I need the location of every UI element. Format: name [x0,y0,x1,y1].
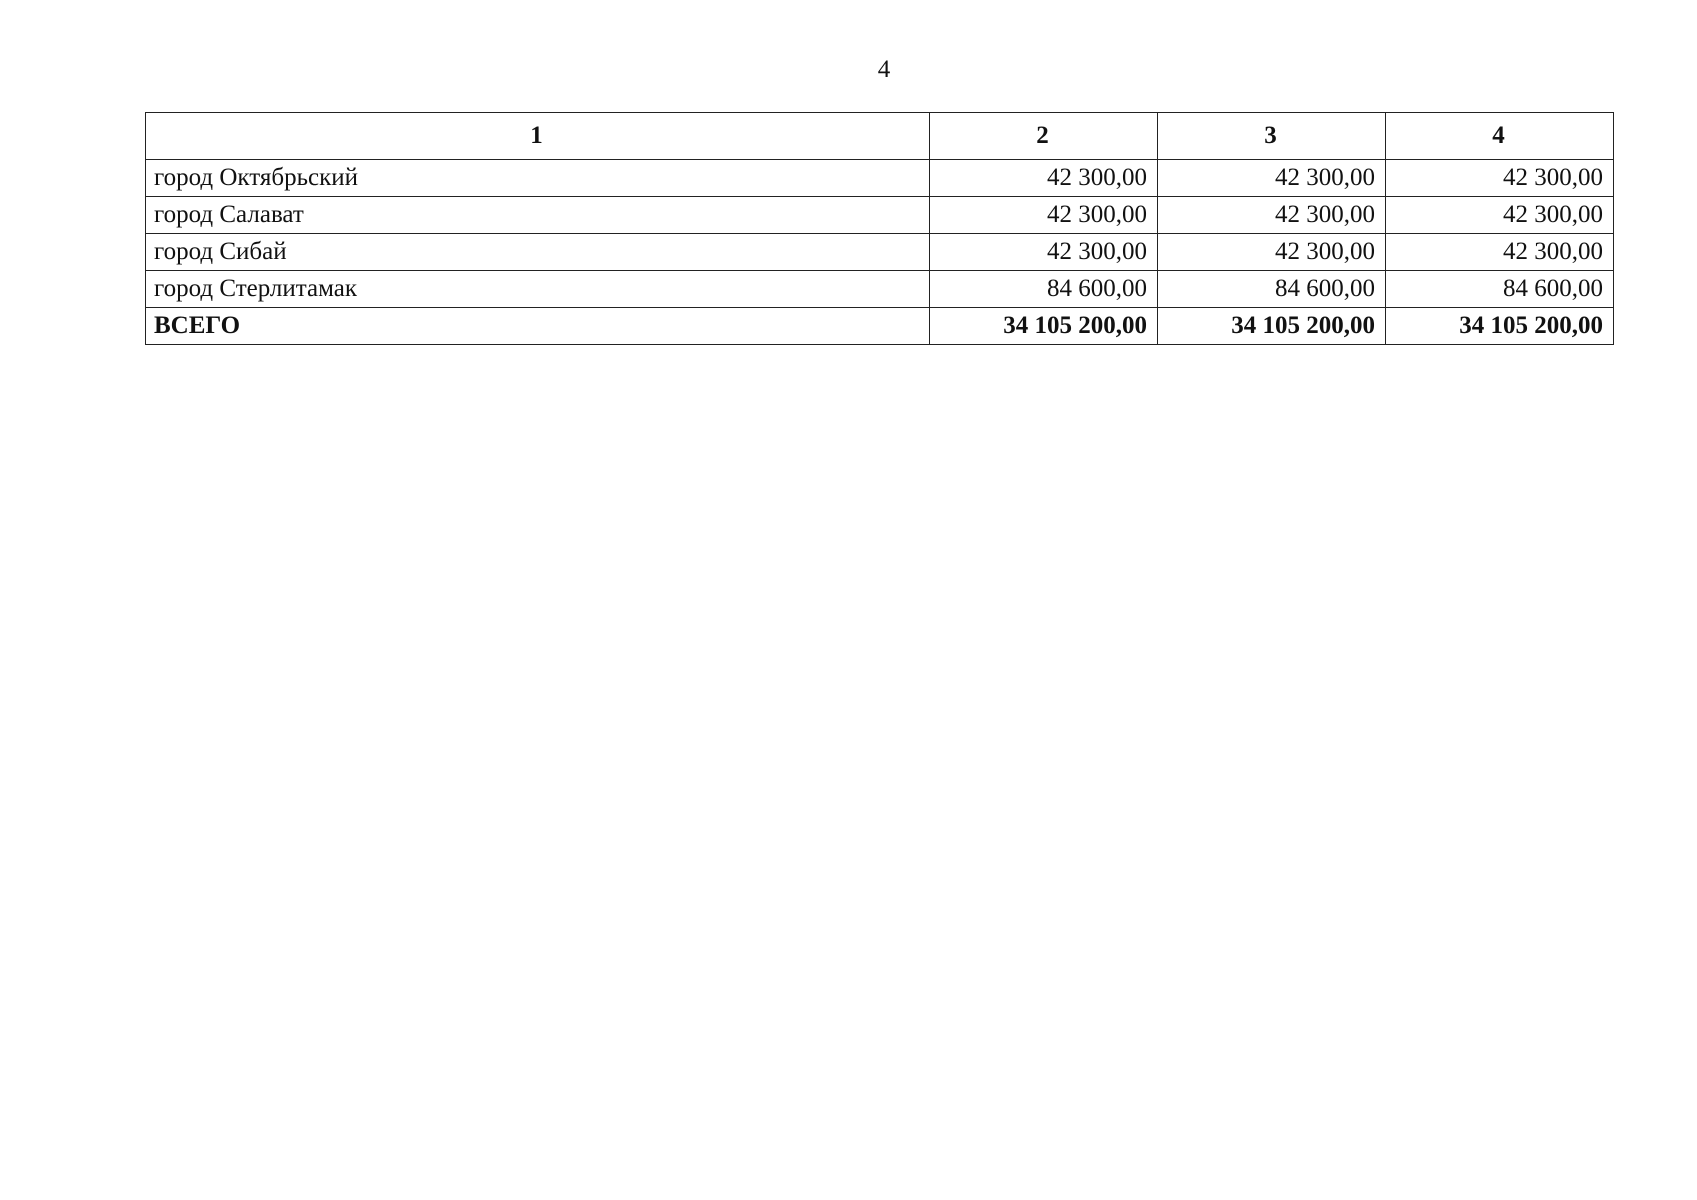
amount-cell: 42 300,00 [1386,160,1614,197]
amount-cell: 84 600,00 [930,271,1158,308]
allocation-table [145,112,1614,345]
table-row [146,234,1614,271]
allocation-table-container [145,112,1614,345]
table-row [146,197,1614,234]
column-header-2: 2 [930,113,1158,160]
municipality-name: город Салават [146,197,930,234]
amount-cell: 84 600,00 [1386,271,1614,308]
table-row [146,271,1614,308]
total-amount-cell: 34 105 200,00 [930,308,1158,345]
amount-cell: 42 300,00 [1158,234,1386,271]
column-header-3: 3 [1158,113,1386,160]
amount-cell: 42 300,00 [1386,197,1614,234]
column-header-1: 1 [146,113,930,160]
amount-cell: 42 300,00 [1158,197,1386,234]
total-row [146,308,1614,345]
table-header-row [146,113,1614,160]
municipality-name: город Сибай [146,234,930,271]
amount-cell: 42 300,00 [1386,234,1614,271]
municipality-name: город Октябрьский [146,160,930,197]
amount-cell: 42 300,00 [930,160,1158,197]
total-amount-cell: 34 105 200,00 [1386,308,1614,345]
page-number: 4 [877,56,891,83]
total-amount-cell: 34 105 200,00 [1158,308,1386,345]
amount-cell: 84 600,00 [1158,271,1386,308]
total-label: ВСЕГО [146,308,930,345]
municipality-name: город Стерлитамак [146,271,930,308]
amount-cell: 42 300,00 [930,234,1158,271]
amount-cell: 42 300,00 [930,197,1158,234]
amount-cell: 42 300,00 [1158,160,1386,197]
table-row [146,160,1614,197]
column-header-4: 4 [1386,113,1614,160]
